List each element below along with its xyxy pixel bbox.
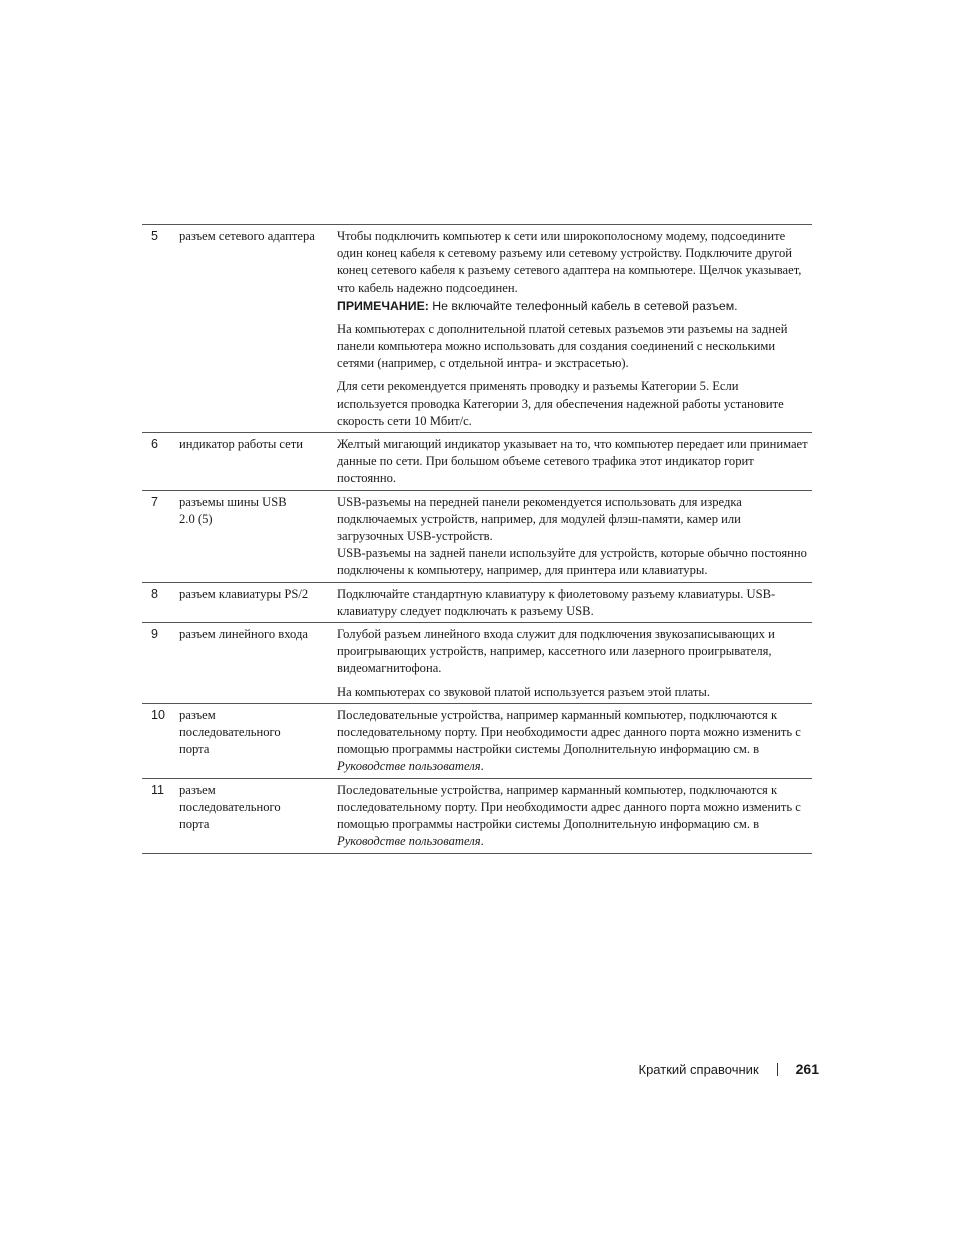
note [337, 297, 810, 315]
connector-description [337, 436, 812, 488]
description-text: Последовательные устройства, например карманный компьютер, подключаются к последовательному порту. При необходимости адрес данного порта можно изменить с помощью программы настройки системы Дополнительную информацию см. в [337, 707, 801, 757]
note-text: Не включайте телефонный кабель в сетевой разъем. [428, 298, 738, 313]
description-paragraph [337, 782, 810, 851]
connector-description [337, 707, 812, 776]
description-paragraph: USB-разъемы на задней панели используйте для устройств, которые обычно постоянно подключены к компьютеру, например, для принтера или клавиатуры. [337, 546, 807, 578]
note-label: ПРИМЕЧАНИЕ: [337, 298, 429, 313]
table-row [142, 623, 812, 704]
connector-description [337, 626, 812, 701]
row-number: 6 [151, 437, 158, 452]
connector-name: разъемы шины USB 2.0 (5) [179, 494, 287, 526]
description-end: . [480, 759, 484, 774]
footer-section-title: Краткий справочник [638, 1061, 759, 1077]
connector-description [337, 494, 812, 580]
description-paragraph: USB-разъемы на передней панели рекомендуется использовать для изредка подключаемых устройств, например, для модулей флэш-памяти, камер или загрузочных USB-устройств. [337, 494, 742, 544]
description-paragraph: На компьютерах с дополнительной платой сетевых разъемов эти разъемы на задней панели компьютера можно использовать для создания соединений с несколькими сетями (например, с отдельной интра- и экстрасетью). [337, 321, 788, 371]
description-paragraph: Голубой разъем линейного входа служит для подключения звукозаписывающих и проигрывающих устройств, например, кассетного или лазерного проигрывателя, видеомагнитофона. [337, 627, 775, 676]
page-footer [639, 1061, 820, 1077]
connector-table [142, 224, 812, 854]
description-paragraph: Подключайте стандартную клавиатуру к фиолетовому разъему клавиатуры. USB-клавиатуру следует подключать к разъему USB. [337, 586, 776, 618]
connector-name: разъем линейного входа [179, 627, 308, 642]
table-row [142, 583, 812, 623]
row-number: 9 [151, 627, 158, 642]
description-paragraph: Для сети рекомендуется применять проводку и разъемы Категории 5. Если используется проводка Категории 3, для обеспечения надежной работы установите скорость сети 10 Мбит/с. [337, 379, 784, 428]
row-number: 11 [151, 782, 164, 797]
connector-name: разъем последовательного порта [179, 707, 281, 757]
manual-reference: Руководстве пользователя [337, 759, 481, 774]
connector-name: индикатор работы сети [179, 437, 304, 452]
description-paragraph: На компьютерах со звуковой платой используется разъем этой платы. [337, 684, 710, 699]
footer-separator [777, 1063, 778, 1076]
table-row [142, 225, 812, 433]
description-text: Последовательные устройства, например карманный компьютер, подключаются к последовательному порту. При необходимости адрес данного порта можно изменить с помощью программы настройки системы Дополнительную информацию см. в [337, 782, 801, 832]
connector-description [337, 228, 812, 430]
connector-description [337, 782, 812, 851]
table-row [142, 779, 812, 854]
table-row [142, 491, 812, 583]
connector-name: разъем сетевого адаптера [179, 229, 315, 243]
page-number: 261 [795, 1061, 819, 1077]
manual-reference: Руководстве пользователя [337, 834, 481, 849]
description-paragraph [337, 707, 810, 776]
row-number: 10 [151, 707, 165, 722]
description-paragraph: Желтый мигающий индикатор указывает на то, что компьютер передает или принимает данные по сети. При большом объеме сетевого трафика этот индикатор горит постоянно. [337, 437, 808, 486]
connector-description [337, 586, 812, 620]
table-row [142, 704, 812, 779]
connector-name: разъем клавиатуры PS/2 [179, 586, 309, 601]
row-number: 5 [151, 229, 158, 243]
connector-name: разъем последовательного порта [179, 782, 281, 832]
description-end: . [480, 834, 484, 849]
row-number: 7 [151, 494, 158, 509]
description-paragraph: Чтобы подключить компьютер к сети или широкополосному модему, подсоедините один конец кабеля к сетевому разъему или сетевому устройству. Подключите другой конец сетевого кабеля к разъему сетевого адаптера на компьютере. Щелчок указывает, что кабель надежно подсоединен. [337, 229, 802, 295]
table-row [142, 433, 812, 491]
row-number: 8 [151, 586, 158, 601]
